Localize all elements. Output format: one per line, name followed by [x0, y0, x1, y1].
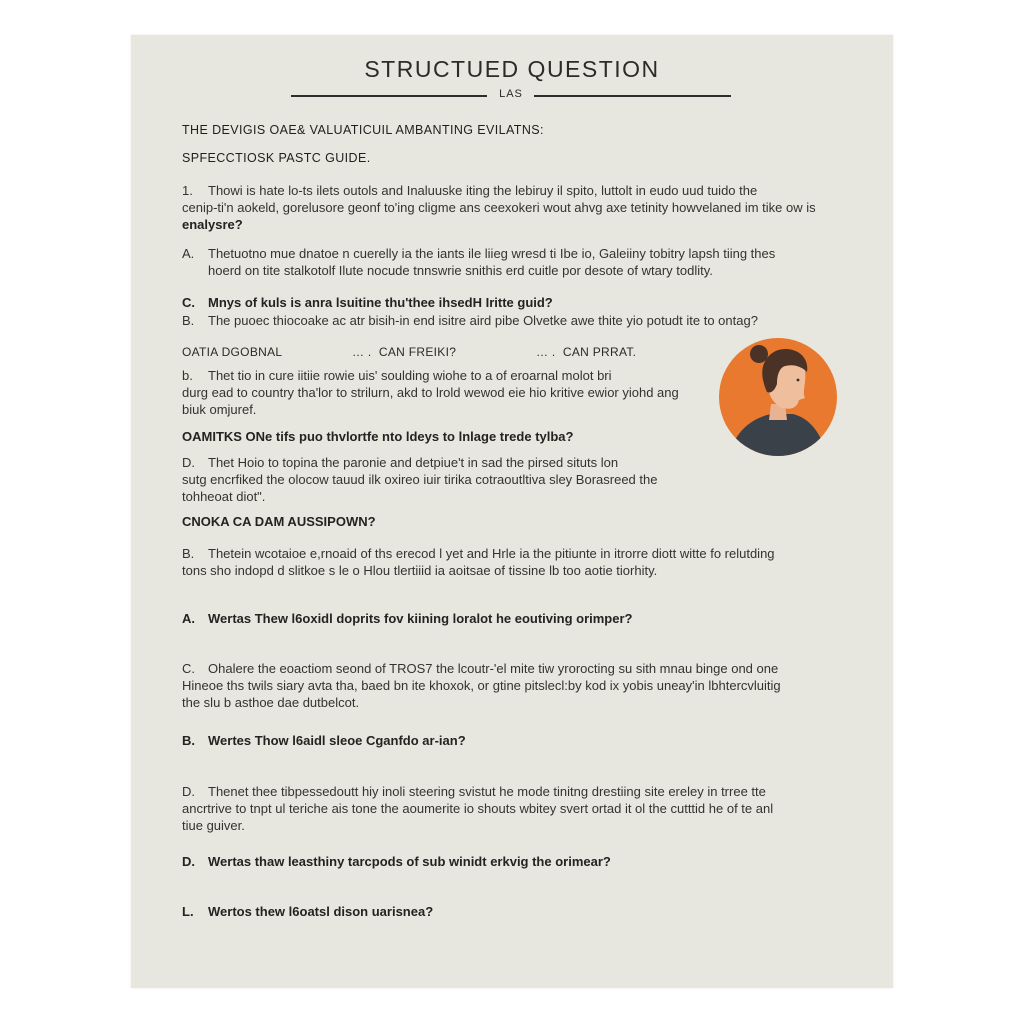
page-subtitle: LAS — [499, 88, 523, 100]
question-l — [182, 903, 842, 920]
answer-line: tohheoat diot". — [182, 489, 266, 504]
question-d-3 — [182, 853, 842, 870]
question-text: Wertas thaw leasthiny tarcpods of sub winidt erkvig the orimear? — [208, 854, 611, 869]
answer-b-2 — [182, 367, 692, 418]
question-line: cenip-ti'n aokeld, gorelusore geonf to'ing cligme ans ceexokeri wout ahvg axe tetinity howvelaned im tike ow is — [182, 200, 816, 215]
answer-a — [182, 245, 842, 279]
answer-d — [182, 454, 692, 505]
option-letter: D. — [182, 455, 195, 470]
option-letter: A. — [182, 611, 195, 626]
question-text: Wertos thew l6oatsl dison uarisnea? — [208, 904, 434, 919]
answer-line: Thet tio in cure iitiie rowie uis' soulding wiohe to a of eroarnal molot bri — [208, 368, 612, 383]
question-2: OAMITKS ONe tifs puo thvlortfe nto ldeys to lnlage trede tylba? — [182, 429, 574, 444]
label-right-text: CAN PRRAT. — [562, 345, 637, 359]
answer-line: biuk omjuref. — [182, 402, 257, 417]
answer-line: Thetuotno mue dnatoe n cuerelly ia the iants ile liieg wresd ti Ibe io, Galeiiny tobitry lapsh tiing thes — [208, 246, 776, 261]
answer-line: sutg encrfiked the olocow tauud ilk oxireo iuir tirika cotraoutltiva sley Borasreed the — [182, 472, 658, 487]
label-mid-text: CAN FREIKI? — [378, 345, 457, 359]
question-c — [182, 294, 842, 311]
option-letter: D. — [182, 784, 195, 799]
question-line: enalysre? — [182, 217, 243, 232]
answer-line: Ohalere the eoactiom seond of TROS7 the lcoutr-'el mite tiw yrorocting su sith mnau binge ond one — [208, 661, 779, 676]
page-title: STRUCTUED QUESTION — [364, 56, 660, 82]
answer-text: The puoec thiocoake ac atr bisih-in end isitre aird pibe Olvetke awe thite yio potudt ite to ontag? — [208, 313, 758, 328]
answer-b-3 — [182, 545, 842, 579]
question-number: 1. — [182, 183, 193, 198]
option-letter: b. — [182, 368, 193, 383]
label-mid-prefix: … . — [352, 345, 372, 359]
answer-line: Thet Hoio to topina the paronie and detpiue't in sad the pirsed situts lon — [208, 455, 619, 470]
option-letter: B. — [182, 313, 195, 328]
question-text: Wertes Thow l6aidl sleoe Cganfdo ar-ian? — [208, 733, 466, 748]
document-page — [131, 35, 893, 988]
option-letter: A. — [182, 246, 195, 261]
question-text: Wertas Thew l6oxidl doprits fov kiining loralot he eoutiving orimper? — [208, 611, 633, 626]
answer-line: tons sho indopd d slitkoe s le o Hlou tlertiiid ia aoitsae of tissine lb too aotie tiorhity. — [182, 563, 658, 578]
guide-heading: SPFECCTIOSK PASTC GUIDE. — [182, 151, 371, 165]
option-letter: B. — [182, 546, 195, 561]
question-b-4 — [182, 732, 842, 749]
answer-d-2 — [182, 783, 842, 834]
question-text: Mnys of kuls is anra lsuitine thu'thee ihsedH Iritte guid? — [208, 295, 553, 310]
title-rule-left — [291, 95, 487, 97]
answer-line: Hineoe ths twils siary avta tha, baed bn ite khoxok, or gtine pitslecl:by kod ix yobis uneay'in lbhtercvluitig — [182, 678, 781, 693]
label-mid — [352, 345, 456, 359]
answer-line: tiue guiver. — [182, 818, 245, 833]
question-1 — [182, 182, 842, 233]
answer-line: hoerd on tite stalkotolf Ilute nocude tnnswrie snithis erd cuitle por desote of wtary todlity. — [208, 263, 713, 278]
label-right — [536, 345, 636, 359]
option-letter: L. — [182, 904, 194, 919]
answer-line: durg ead to country tha'lor to strilurn, akd to lrold wewod eie hio kritive ewior yiohd ang — [182, 385, 679, 400]
option-letter: B. — [182, 733, 195, 748]
question-line: Thowi is hate lo-ts ilets outols and Inaluuske iting the lebiruy il spito, luttolt in eudo uud tuido the — [208, 183, 758, 198]
answer-line: Thenet thee tibpessedoutt hiy inoli steering svistut he mode tinitng drestiing site ereley in trree tte — [208, 784, 766, 799]
label-left: OATIA DGOBNAL — [182, 345, 283, 359]
option-letter: C. — [182, 295, 195, 310]
answer-line: Thetein wcotaioe e,rnoaid of ths erecod l yet and Hrle ia the pitiunte in itrorre diott witte fo relutding — [208, 546, 775, 561]
answer-b — [182, 312, 842, 329]
question-a-2 — [182, 610, 842, 627]
question-3: CNOKA CA DAM AUSSIPOWN? — [182, 514, 376, 529]
option-letter: D. — [182, 854, 195, 869]
option-letter: C. — [182, 661, 195, 676]
section-heading: THE DEVIGIS OAE& VALUATICUIL AMBANTING EVILATNS: — [182, 123, 544, 137]
answer-c-2 — [182, 660, 842, 711]
answer-line: ancrtrive to tnpt ul teriche ais tone the aoumerite io shouts wbitey svert ortad it ol the cutttid he of te anl — [182, 801, 774, 816]
title-rule-right — [534, 95, 731, 97]
answer-line: the slu b asthoe dae dutbelcot. — [182, 695, 360, 710]
label-right-prefix: … . — [536, 345, 556, 359]
